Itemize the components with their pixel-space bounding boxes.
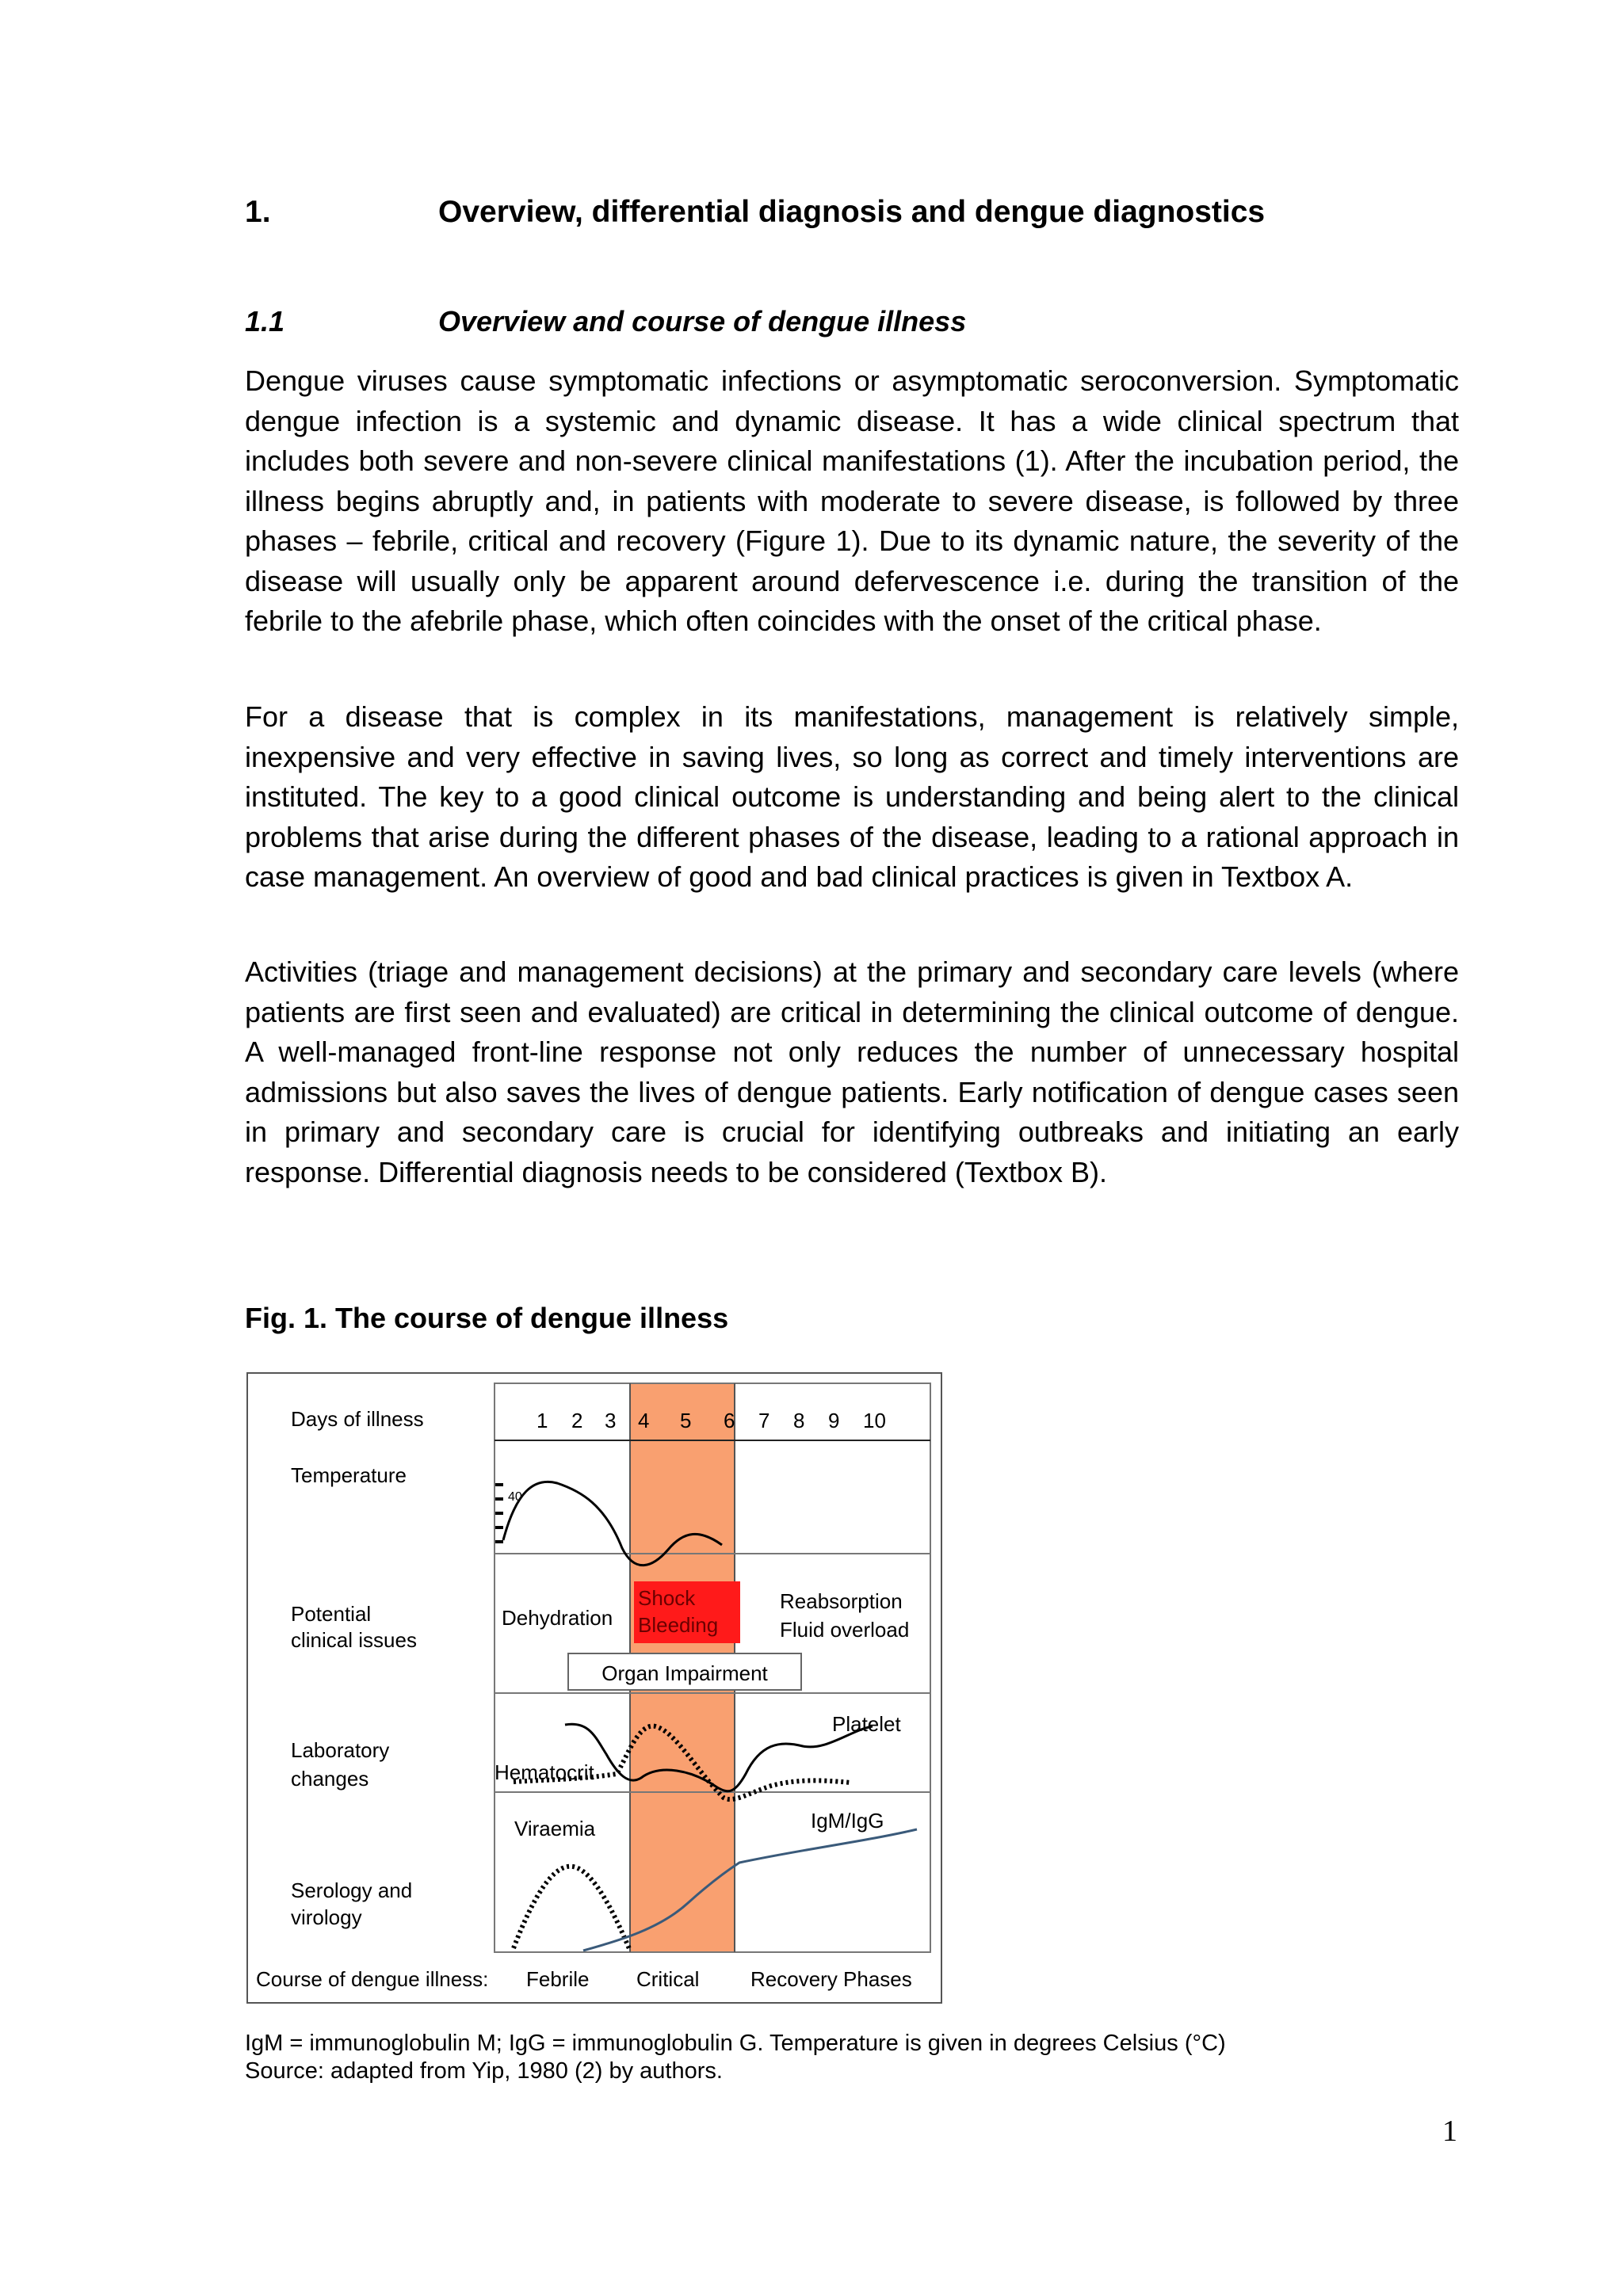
figure-caption-line1: IgM = immunoglobulin M; IgG = immunoglobulin G. Temperature is given in degrees Celsius (°C) — [245, 2031, 1226, 2056]
figure-dengue-course — [246, 1372, 942, 2004]
issue-dehydration: Dehydration — [502, 1606, 613, 1630]
day-2: 2 — [571, 1409, 583, 1432]
subsection-number: 1.1 — [245, 305, 285, 338]
issue-organ-impairment: Organ Impairment — [601, 1661, 768, 1685]
day-9: 9 — [828, 1409, 840, 1432]
label-temperature: Temperature — [291, 1463, 407, 1487]
day-10: 10 — [863, 1409, 886, 1432]
figure-title: Fig. 1. The course of dengue illness — [245, 1302, 729, 1334]
paragraph-1: Dengue viruses cause symptomatic infections or asymptomatic seroconversion. Symptomatic dengue infection is a systemic and dynamic disease. It has a wide clinical spectrum that includes both severe and non-severe clinical manifestations (1). After the incubation period, the illness begins abruptly and, in patients with moderate to severe disease, is followed by three phases – febrile, critical and recovery (Figure 1). Due to its dynamic nature, the severity of the disease will usually only be apparent around defervescence i.e. during the transition of the febrile to the afebrile phase, which often coincides with the onset of the critical phase. — [245, 364, 1459, 637]
viraemia-curve — [514, 1867, 630, 1951]
label-days-of-illness: Days of illness — [291, 1407, 424, 1431]
section-heading — [245, 195, 1265, 230]
page-number: 1 — [1442, 2115, 1457, 2148]
course-recovery: Recovery Phases — [750, 1967, 912, 1991]
course-label: Course of dengue illness: — [256, 1967, 489, 1991]
section-number: 1. — [245, 195, 271, 229]
course-critical: Critical — [636, 1967, 700, 1991]
day-6: 6 — [724, 1409, 735, 1432]
day-4: 4 — [638, 1409, 650, 1432]
sero-igm-igg: IgM/IgG — [811, 1809, 884, 1833]
issue-reabsorption: Reabsorption — [780, 1589, 903, 1613]
section-title: Overview, differential diagnosis and dengue diagnostics — [438, 195, 1266, 229]
lab-platelet: Platelet — [832, 1712, 901, 1736]
temperature-ticks — [495, 1485, 503, 1542]
label-laboratory-line1: Laboratory — [291, 1738, 390, 1762]
label-laboratory-line2: changes — [291, 1767, 369, 1791]
sero-viraemia: Viraemia — [514, 1817, 596, 1840]
day-3: 3 — [605, 1409, 617, 1432]
day-1: 1 — [537, 1409, 548, 1432]
day-8: 8 — [793, 1409, 805, 1432]
issue-bleeding: Bleeding — [638, 1613, 719, 1637]
subsection-heading — [245, 305, 966, 338]
issue-shock: Shock — [638, 1586, 696, 1610]
day-5: 5 — [680, 1409, 692, 1432]
day-7: 7 — [758, 1409, 770, 1432]
issue-fluid-overload: Fluid overload — [780, 1618, 910, 1642]
label-clinical-issues-line1: Potential — [291, 1602, 372, 1626]
label-serology-line1: Serology and — [291, 1878, 413, 1902]
label-clinical-issues-line2: clinical issues — [291, 1628, 417, 1652]
course-febrile: Febrile — [526, 1967, 590, 1991]
paragraph-3: Activities (triage and management decisions) at the primary and secondary care levels (where patients are first seen and evaluated) are critical in determining the clinical outcome of dengue. A well-managed front-line response not only reduces the number of unnecessary hospital admissions but also saves the lives of dengue patients. Early notification of dengue cases seen in primary and secondary care is crucial for identifying outbreaks and initiating an early response. Differential diagnosis needs to be considered (Textbox B). — [245, 955, 1459, 1188]
figure-caption-source: Source: adapted from Yip, 1980 (2) by authors. — [245, 2058, 723, 2084]
figure-diagram — [248, 1374, 941, 2002]
label-serology-line2: virology — [291, 1905, 362, 1929]
lab-hematocrit: Hematocrit — [495, 1760, 594, 1784]
temperature-tick-40: 40 — [508, 1490, 522, 1504]
paragraph-2: For a disease that is complex in its manifestations, management is relatively simple, inexpensive and very effective in saving lives, so long as correct and timely interventions are instituted. The key to a good clinical outcome is understanding and being alert to the clinical problems that arise during the different phases of the disease, leading to a rational approach in case management. An overview of good and bad clinical practices is given in Textbox A. — [245, 700, 1459, 893]
subsection-title: Overview and course of dengue illness — [438, 305, 967, 338]
